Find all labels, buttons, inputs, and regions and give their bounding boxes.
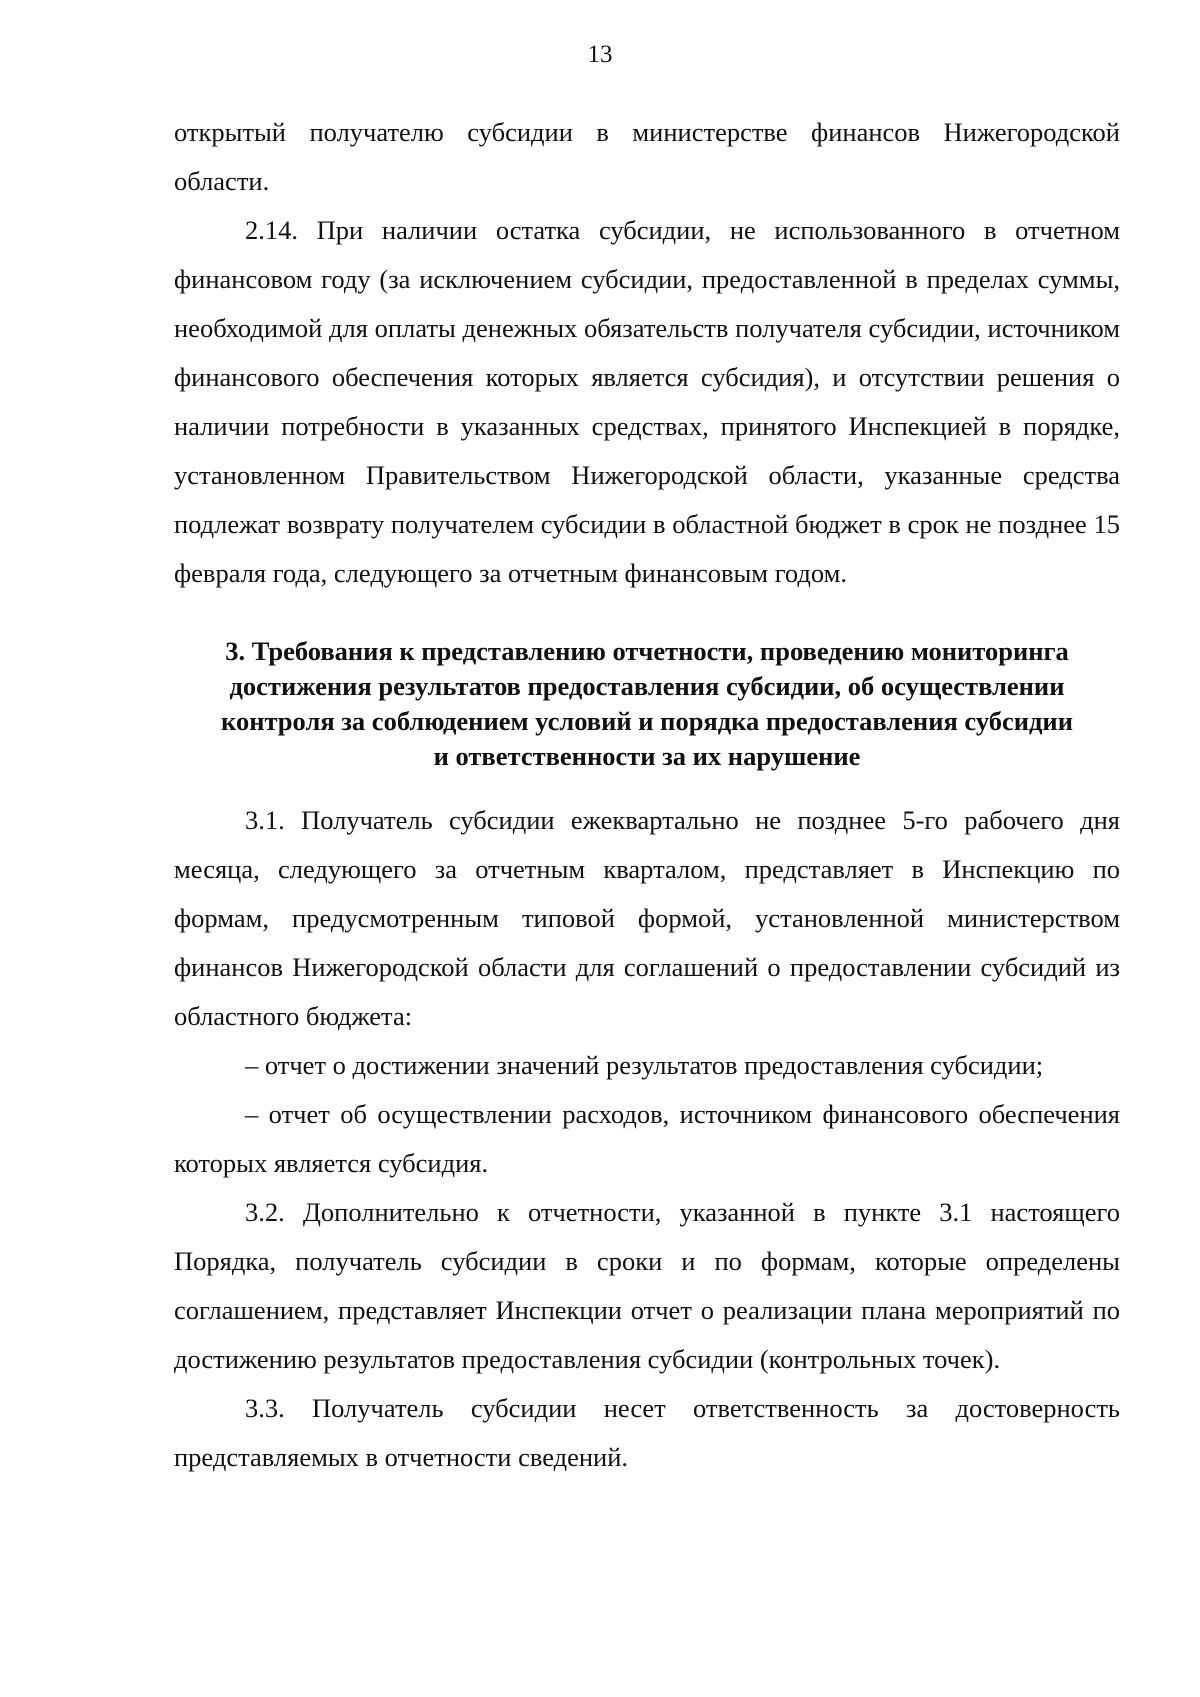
paragraph-3-3: 3.3. Получатель субсидии несет ответственность за достоверность представляемых в отчетности сведений. (174, 1393, 1120, 1472)
paragraph-3-1: 3.1. Получатель субсидии ежеквартально не позднее 5-го рабочего дня месяца, следующего за отчетным кварталом, представляет в Инспекцию по формам, предусмотренным типовой формой, установленной министерством финансов Нижегородской области для соглашений о предоставлении субсидий из областного бюджета: (174, 805, 1120, 1031)
section-heading (174, 634, 1120, 774)
document-body (174, 108, 1120, 1482)
list-item-report-expenses: – отчет об осуществлении расходов, источником финансового обеспечения которых является субсидия. (174, 1099, 1120, 1178)
page-number: 13 (587, 41, 613, 68)
section-heading-line: контроля за соблюдением условий и порядка предоставления субсидии (221, 706, 1073, 736)
list-item-report-results: – отчет о достижении значений результатов предоставления субсидии; (245, 1050, 1044, 1080)
section-heading-line: достижения результатов предоставления субсидии, об осуществлении (229, 671, 1065, 701)
paragraph-continuation: открытый получателю субсидии в министерстве финансов Нижегородской области. (174, 117, 1120, 196)
paragraph-3-2: 3.2. Дополнительно к отчетности, указанной в пункте 3.1 настоящего Порядка, получатель субсидии в сроки и по формам, которые определены соглашением, представляет Инспекции отчет о реализации плана мероприятий по достижению результатов предоставления субсидии (контрольных точек). (174, 1197, 1120, 1374)
paragraph-2-14: 2.14. При наличии остатка субсидии, не использованного в отчетном финансовом году (за исключением субсидии, предоставленной в пределах суммы, необходимой для оплаты денежных обязательств получателя субсидии, источником финансового обеспечения которых является субсидия), и отсутствии решения о наличии потребности в указанных средствах, принятого Инспекцией в порядке, установленном Правительством Нижегородской области, указанные средства подлежат возврату получателем субсидии в областной бюджет в срок не позднее 15 февраля года, следующего за отчетным финансовым годом. (174, 215, 1120, 588)
section-heading-line: 3. Требования к представлению отчетности, проведению мониторинга (225, 636, 1069, 666)
section-heading-line: и ответственности за их нарушение (433, 741, 861, 771)
